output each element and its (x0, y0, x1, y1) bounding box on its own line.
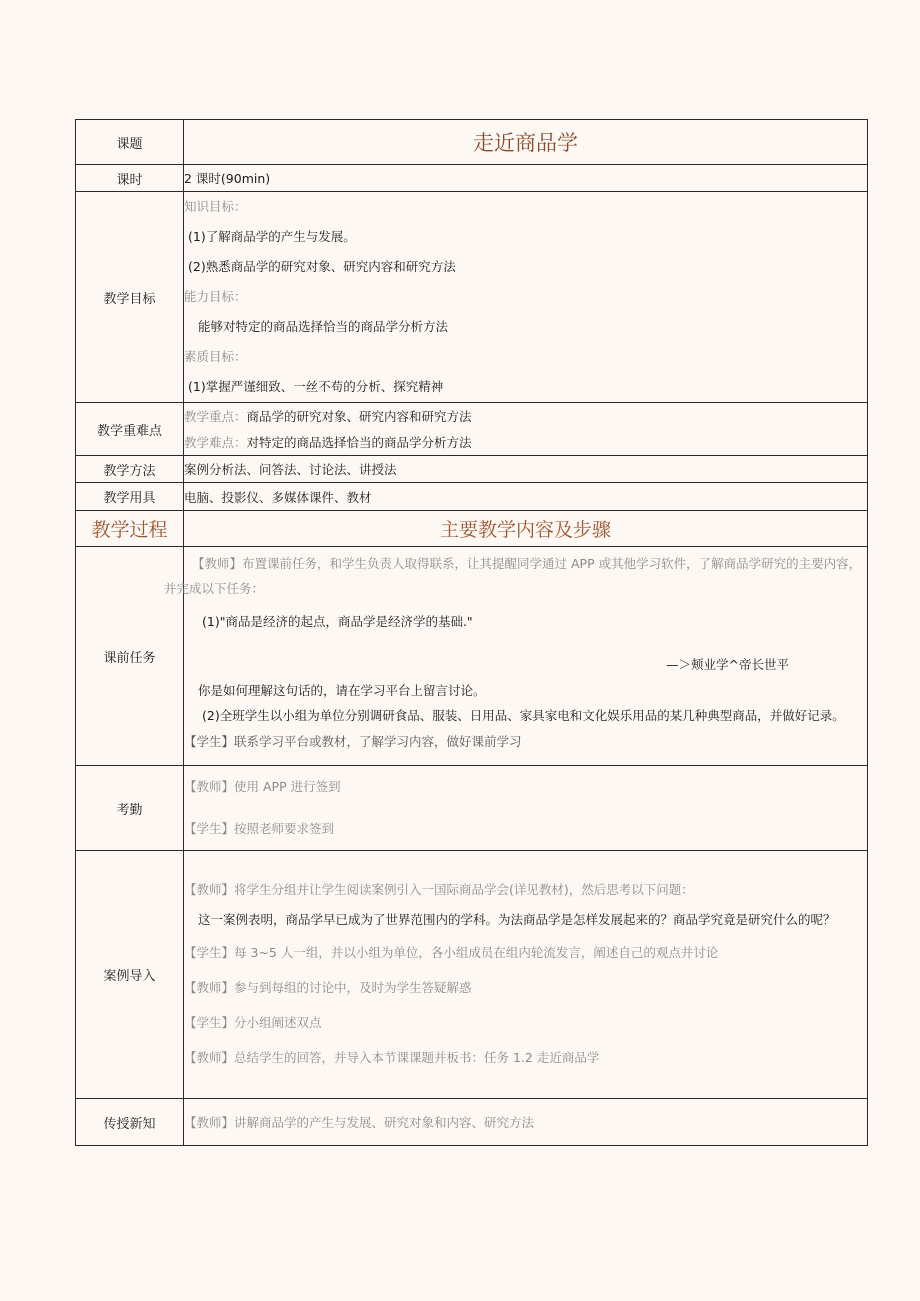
task1-question: 你是如何理解这句话的，请在学习平台上留言讨论。 (198, 683, 486, 698)
quality-item: (1)掌握严谨细致、一丝不苟的分析、探究精神 (188, 379, 444, 394)
new-knowledge-row (76, 1099, 868, 1146)
case-teacher-1: 【教师】将学生分组并让学生阅读案例引入一国际商品学会(详见教材)，然后思考以下问题： (184, 881, 694, 897)
attendance-row (76, 766, 868, 851)
methods-row (76, 456, 868, 483)
hours-label: 课时 (76, 165, 184, 192)
focus-text: 商品学的研究对象、研究内容和研究方法 (246, 409, 472, 424)
quality-heading: 素质目标： (184, 349, 247, 364)
knowledge-item: (1)了解商品学的产生与发展。 (188, 229, 356, 244)
hours-row (76, 165, 868, 192)
pre-class-clip (164, 547, 867, 765)
tools-label: 教学用具 (76, 483, 184, 511)
tools-value: 电脑、投影仪、多媒体课件、教材 (184, 483, 868, 511)
knowledge-heading: 知识目标： (184, 199, 247, 214)
case-teacher-2: 【教师】参与到每组的讨论中，及时为学生答疑解惑 (184, 979, 472, 995)
tools-row (76, 483, 868, 511)
task1-quote: (1)"商品是经济的起点，商品学是经济学的基础." (202, 614, 473, 629)
teaching-difficulty (184, 431, 867, 455)
teaching-focus (184, 403, 867, 431)
process-header-row (76, 511, 868, 547)
process-header-left: 教学过程 (76, 511, 184, 547)
lesson-plan-table (75, 119, 868, 1146)
topic-row (76, 120, 868, 165)
key-points-label: 教学重难点 (76, 403, 184, 456)
case-teacher-3: 【教师】总结学生的回答，并导入本节课课题并板书：任务 1.2 走近商品学 (184, 1049, 600, 1065)
pre-class-content (164, 547, 868, 766)
objectives-content (184, 192, 868, 403)
knowledge-item: (2)熟悉商品学的研究对象、研究内容和研究方法 (188, 259, 456, 274)
topic-label: 课题 (76, 120, 184, 165)
attendance-content (184, 766, 868, 851)
case-intro-label: 案例导入 (76, 851, 184, 1099)
methods-value: 案例分析法、问答法、讨论法、讲授法 (184, 456, 868, 483)
objectives-label: 教学目标 (76, 192, 184, 403)
methods-label: 教学方法 (76, 456, 184, 483)
difficulty-prefix: 教学难点： (184, 435, 247, 450)
new-knowledge-teacher: 【教师】讲解商品学的产生与发展、研究对象和内容、研究方法 (184, 1099, 868, 1146)
key-points-content (184, 403, 868, 456)
task1-source: —＞颊业学^帝长世平 (666, 657, 789, 672)
hours-value: 2 课时(90min) (184, 165, 868, 192)
process-header-right: 主要教学内容及步骤 (184, 511, 868, 547)
ability-item: 能够对特定的商品选择恰当的商品学分析方法 (198, 319, 449, 334)
ability-heading: 能力目标： (184, 289, 247, 304)
case-question: 这一案例表明，商品学早已成为了世界范围内的学科。为法商品学是怎样发展起来的？商品学究竟是研究什么的呢？ (198, 911, 836, 927)
pre-class-row (76, 547, 868, 766)
key-points-row (76, 403, 868, 456)
task2-text: (2)全班学生以小组为单位分别调研食品、服装、日用品、家具家电和文化娱乐用品的某几种典型商品，并做好记录。 (202, 708, 845, 723)
topic-title: 走近商品学 (184, 120, 868, 165)
attendance-student: 【学生】按照老师要求签到 (184, 821, 335, 836)
pre-class-teacher-intro: 【教师】布置课前任务，和学生负责人取得联系，让其提醒同学通过 APP 或其他学习软件，了解商品学研究的主要内容，并完成以下任务： (164, 556, 862, 596)
new-knowledge-label: 传授新知 (76, 1099, 184, 1146)
case-intro-row (76, 851, 868, 1099)
pre-class-label: 课前任务 (76, 547, 184, 766)
pre-class-cut-text: 【学生】联系学习平台或教材，了解学习内容，做好课前学习 (184, 734, 522, 749)
case-student-1: 【学生】每 3~5 人一组，并以小组为单位，各小组成员在组内轮流发言，阐述自己的观点并讨论 (184, 944, 719, 960)
case-student-2: 【学生】分小组阐述双点 (184, 1014, 322, 1030)
difficulty-text: 对特定的商品选择恰当的商品学分析方法 (246, 435, 472, 450)
focus-prefix: 教学重点： (184, 409, 247, 424)
case-intro-content (184, 851, 868, 1099)
attendance-teacher: 【教师】使用 APP 进行签到 (184, 779, 341, 794)
objectives-row (76, 192, 868, 403)
attendance-label: 考勤 (76, 766, 184, 851)
